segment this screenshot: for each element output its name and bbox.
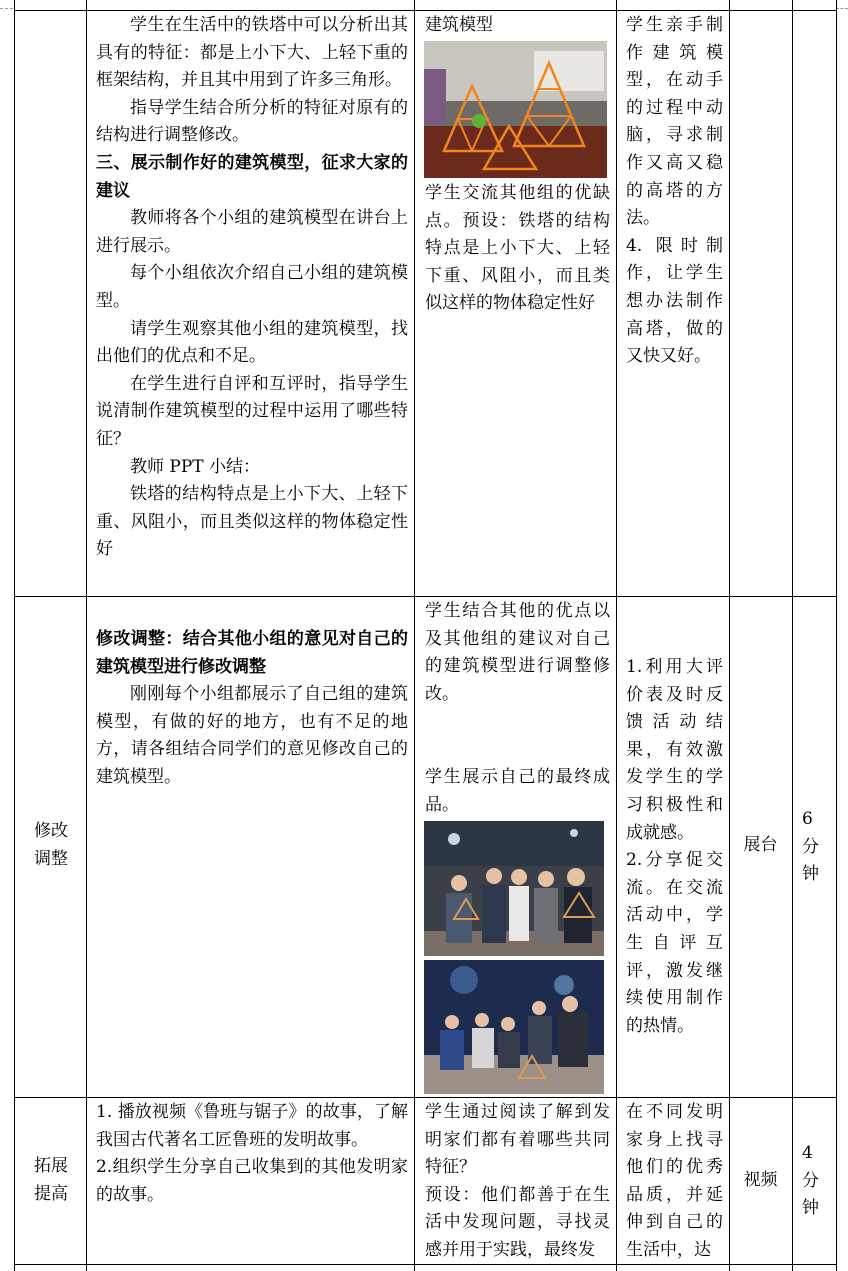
row2-intent-text: 1.利用大评价表及时反馈活动结果，有效激发学生的学习积极性和成就感。 — [626, 657, 723, 843]
row3-student-cell — [425, 1099, 610, 1265]
students-seated-with-models-photo — [424, 960, 604, 1094]
row1-paragraph: 教师将各个小组的建筑模型在讲台上进行展示。 — [96, 208, 408, 256]
row2-content-body: 刚刚每个小组都展示了自己组的建筑模型，有做的好的地方，也有不足的地方，请各组结合同学们的意见修改自己的建筑模型。 — [96, 684, 408, 787]
row1-paragraph: 请学生观察其他小组的建筑模型，找出他们的优点和不足。 — [96, 318, 408, 367]
row1-paragraph: 学生在生活中的铁塔中可以分析出其具有的特征：都是上小下大、上轻下重的框架结构，并且其中用到了许多三角形。 — [96, 15, 408, 91]
row1-paragraph: 指导学生结合所分析的特征对原有的结构进行调整修改。 — [96, 97, 408, 146]
row1-intent-text: 4. 限时制作，让学生想办法制作高塔，做的又快又好。 — [626, 235, 723, 367]
row3-time: 4 分钟 — [802, 1143, 819, 1219]
row2-student-text1: 学生结合其他的优点以及其他组的建议对自己的建筑模型进行调整修改。 — [425, 601, 610, 704]
header-margin-mark — [0, 8, 13, 9]
row1-section-heading: 三、展示制作好的建筑模型，征求大家的建议 — [96, 152, 408, 201]
row2-time: 6 分钟 — [802, 809, 819, 885]
row1-intent-cell — [626, 12, 723, 371]
row1-student-text: 学生交流其他组的优缺点。预设：铁塔的结构特点是上小下大、上轻下重、风阻小，而且类似这样的物体稳定性好 — [425, 183, 610, 314]
row2-stage-label: 修改调整 — [34, 821, 68, 869]
row3-content-text: 2.组织学生分享自己收集到的其他发明家的故事。 — [96, 1157, 408, 1205]
row1-intent-text: 学生亲手制作建筑模型，在动手的过程中动脑，寻求制作又高又稳的高塔的方法。 — [626, 15, 723, 229]
row3-media: 视频 — [743, 1170, 778, 1190]
row1-content-cell — [96, 12, 408, 564]
row1-student-label: 建筑模型 — [425, 15, 493, 35]
row3-content-text: 1. 播放视频《鲁班与锯子》的故事，了解我国古代著名工匠鲁班的发明故事。 — [96, 1102, 408, 1150]
row2-intent-text: 2.分享促交流。在交流活动中，学生自评互评，激发继续使用制作的热情。 — [626, 850, 723, 1036]
header-margin-mark — [836, 8, 848, 9]
row3-student-preset: 预设：他们都善于在生活中发现问题，寻找灵感并用于实践，最终发 — [425, 1184, 610, 1260]
row3-stage-label: 拓展提高 — [34, 1156, 68, 1204]
tower-model-photo — [424, 41, 607, 178]
row2-student-text2: 学生展示自己的最终成品。 — [425, 767, 610, 815]
row3-content-cell — [96, 1099, 408, 1209]
row1-paragraph: 教师 PPT 小结： — [130, 456, 261, 477]
row2-content-cell — [96, 626, 408, 792]
row2-intent-cell — [626, 654, 723, 1040]
row2-content-title: 修改调整：结合其他小组的意见对自己的建筑模型进行修改调整 — [96, 629, 408, 677]
row1-paragraph: 每个小组依次介绍自己小组的建筑模型。 — [96, 263, 408, 311]
row3-student-text: 学生通过阅读了解到发明家们都有着哪些共同特征？ — [425, 1102, 610, 1178]
row1-paragraph: 在学生进行自评和互评时，指导学生说清制作建筑模型的过程中运用了哪些特征？ — [96, 373, 408, 449]
row1-paragraph: 铁塔的结构特点是上小下大、上轻下重、风阻小，而且类似这样的物体稳定性好 — [96, 484, 408, 560]
row2-media: 展台 — [743, 835, 778, 855]
students-showing-models-photo — [424, 821, 604, 956]
row3-intent-text: 在不同发明家身上找寻他们的优秀品质，并延伸到自己的生活中，达 — [626, 1102, 723, 1260]
